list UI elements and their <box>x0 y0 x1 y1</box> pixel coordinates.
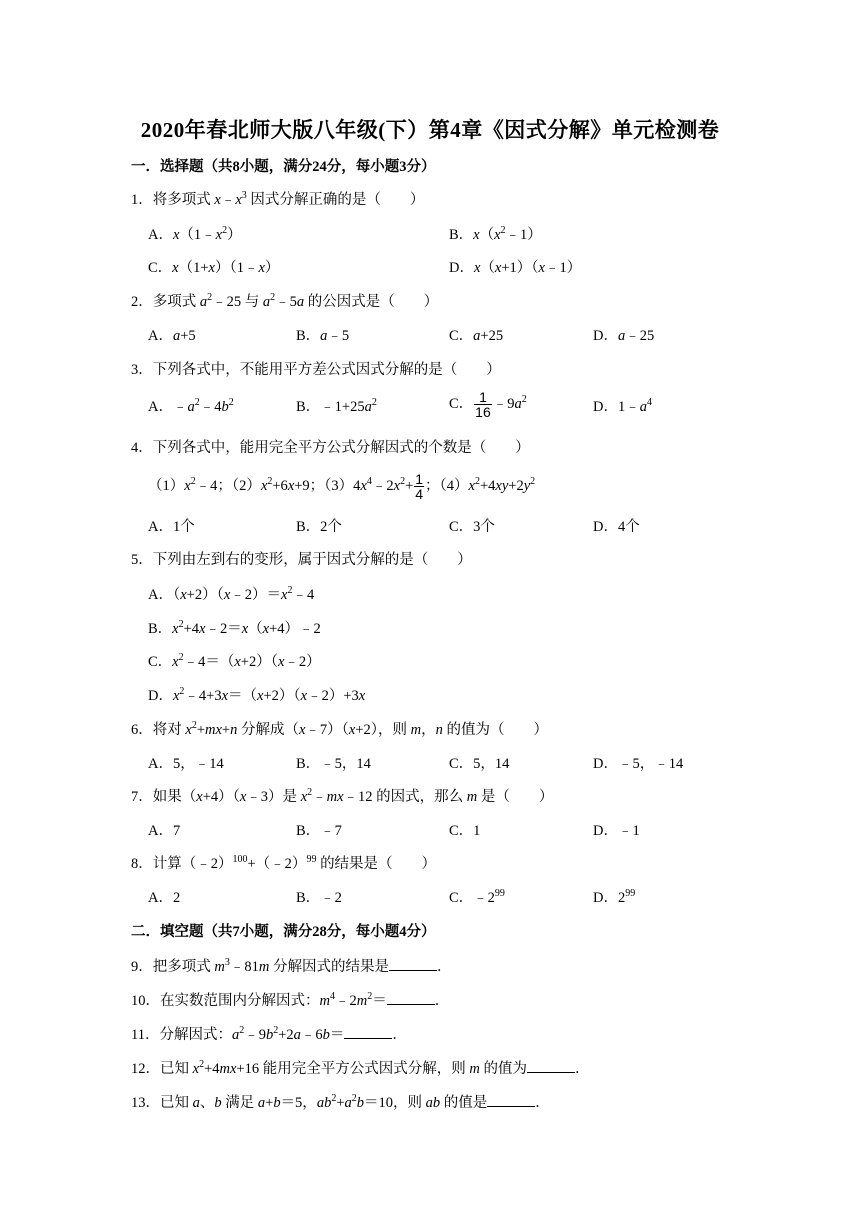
question-5 <box>131 550 472 570</box>
q7-option-b: B．﹣7 <box>296 823 342 839</box>
option-label: A． <box>148 227 173 243</box>
fraction: $\frac{1}{4}$ <box>415 471 424 502</box>
question-10: 10．在实数范围内分解因式：$m^4﹣2m^2=$ ． <box>131 991 450 1009</box>
q2-option-a: A．a+5 <box>148 328 196 344</box>
question-number: 5． <box>131 552 153 568</box>
option-label: D． <box>449 260 474 276</box>
q5-option-d: D．$x^2﹣4+3x=(x+2)(x﹣2)+3x$ <box>148 686 366 704</box>
question-number: 13． <box>131 1095 160 1111</box>
question-1: 1．将多项式 $x﹣x^3$ 因式分解正确的是（ ） <box>131 190 425 208</box>
question-number: 12． <box>131 1061 160 1077</box>
option-label: C． <box>148 654 173 670</box>
q8-option-d: D．$2^{99}$ <box>593 888 636 906</box>
answer-blank <box>344 1024 392 1039</box>
answer-blank <box>387 990 435 1005</box>
q6-option-d: D．﹣5，﹣14 <box>593 756 684 772</box>
q5-option-b: B．$x^2+4x﹣2=x(x+4)﹣2$ <box>148 619 321 637</box>
section-heading-choice: 一．选择题（共8小题，满分24分，每小题3分） <box>131 159 436 175</box>
option-label: A． <box>148 587 173 603</box>
q8-option-a: A．2 <box>148 890 181 906</box>
option-label: D． <box>593 399 618 415</box>
option-label: D． <box>593 890 618 906</box>
q4-expressions: $(1)x^2﹣4$；$(2)x^2+6x+9$；$(3)4x^4﹣2x^2+$ $\frac{1}{4}$ ；$(4)x^2+4xy+2y^2$ <box>148 471 536 502</box>
question-number: 2． <box>131 294 153 310</box>
question-number: 7． <box>131 789 153 805</box>
q1-option-d: D．x（x+1）（x﹣1） <box>449 260 582 276</box>
option-label: B． <box>148 621 173 637</box>
option-label: B． <box>296 399 321 415</box>
question-3 <box>131 360 501 380</box>
q4-option-b: B．2个 <box>296 519 342 535</box>
question-number: 9． <box>131 959 153 975</box>
fraction: $\frac{1}{16}$ <box>475 389 491 420</box>
answer-blank <box>527 1058 575 1073</box>
question-2: 2．多项式 $a^2﹣25$ 与 $a^2﹣5a$ 的公因式是（ ） <box>131 292 439 310</box>
question-12: 12．已知 $x^2+4mx+16$ 能用完全平方公式因式分解，则 m 的值为 ． <box>131 1059 590 1077</box>
q8-option-c: C．$﹣2^{99}$ <box>449 888 505 906</box>
question-4 <box>131 438 530 458</box>
question-6: 6．将对 $x^2+mx+n$ 分解成（x﹣7）（x+2），则 m，n 的值为（ ） <box>131 720 549 738</box>
q4-option-a: A．1个 <box>148 519 195 535</box>
question-number: 3． <box>131 362 153 378</box>
q5-option-c: C．$x^2﹣4=(x+2)(x﹣2)$ <box>148 652 321 670</box>
option-label: A． <box>148 328 173 344</box>
q4-option-c: C．3个 <box>449 519 495 535</box>
q7-option-c: C．1 <box>449 823 481 839</box>
q5-option-a: A．$(x+2)(x﹣2)=x^2﹣4$ <box>148 585 315 603</box>
question-number: 11． <box>131 1027 160 1043</box>
section-heading-fill: 二．填空题（共7小题，满分28分，每小题4分） <box>131 924 436 940</box>
question-7: 7．如果（x+4）（x﹣3）是 $x^2﹣mx﹣12$ 的因式，那么 m 是（ ） <box>131 787 554 805</box>
q8-option-b: B．﹣2 <box>296 890 342 906</box>
question-11: 11．分解因式：$a^2﹣9b^2+2a﹣6b=$ ． <box>131 1025 407 1043</box>
q1-option-b: B．$x(x^2﹣1)$ <box>449 225 542 243</box>
option-label: D． <box>593 328 618 344</box>
question-number: 4． <box>131 440 153 456</box>
q7-option-d: D．﹣1 <box>593 823 640 839</box>
question-stem: 下列各式中，不能用平方差公式因式分解的是（ ） <box>152 362 501 378</box>
option-label: D． <box>148 688 173 704</box>
option-label: B． <box>296 328 321 344</box>
question-9: 9．把多项式 $m^3﹣81m$ 分解因式的结果是 ． <box>131 957 452 975</box>
question-number: 10． <box>131 993 160 1009</box>
answer-blank <box>389 956 437 971</box>
q3-option-d: D．$1﹣a^4$ <box>593 397 652 415</box>
question-13: 13．已知 a、b 满足 a+b＝5，$ab^2+a^2b=10$，则 ab 的值是 ． <box>131 1093 550 1111</box>
page-title: 2020年春北师大版八年级(下）第4章《因式分解》单元检测卷 <box>140 118 720 142</box>
option-label: C． <box>449 395 474 412</box>
question-number: 8． <box>131 856 153 872</box>
q3-option-a: A．$﹣a^2﹣4b^2$ <box>148 397 234 415</box>
question-number: 6． <box>131 722 153 738</box>
question-stem: 下列由左到右的变形，属于因式分解的是（ ） <box>152 552 472 568</box>
q2-option-b: B．a﹣5 <box>296 328 350 344</box>
q1-option-a: A．$x(1﹣x^2)$ <box>148 225 242 243</box>
q7-option-a: A．7 <box>148 823 181 839</box>
answer-blank <box>487 1092 535 1107</box>
option-label: C． <box>148 260 173 276</box>
q1-option-c: C．x（1+x）（1﹣x） <box>148 260 280 276</box>
q3-option-c: C． $\frac{1}{16}$ $﹣9a^2$ <box>449 389 527 420</box>
q2-option-d: D．a﹣25 <box>593 328 655 344</box>
question-8: 8．计算（﹣2）$^{100}$+（﹣2）$^{99}$ 的结果是（ ） <box>131 854 437 872</box>
q6-option-b: B．﹣5，14 <box>296 756 371 772</box>
question-number: 1． <box>131 192 153 208</box>
option-label: C． <box>449 890 474 906</box>
q6-option-a: A．5，﹣14 <box>148 756 224 772</box>
q4-option-d: D．4个 <box>593 519 640 535</box>
option-label: C． <box>449 328 474 344</box>
q6-option-c: C．5，14 <box>449 756 510 772</box>
q2-option-c: C．a+25 <box>449 328 504 344</box>
q3-option-b: B．$﹣1+25a^2$ <box>296 397 377 415</box>
option-label: A． <box>148 399 173 415</box>
option-label: B． <box>449 227 474 243</box>
question-stem: 下列各式中，能用完全平方公式分解因式的个数是（ ） <box>152 440 530 456</box>
